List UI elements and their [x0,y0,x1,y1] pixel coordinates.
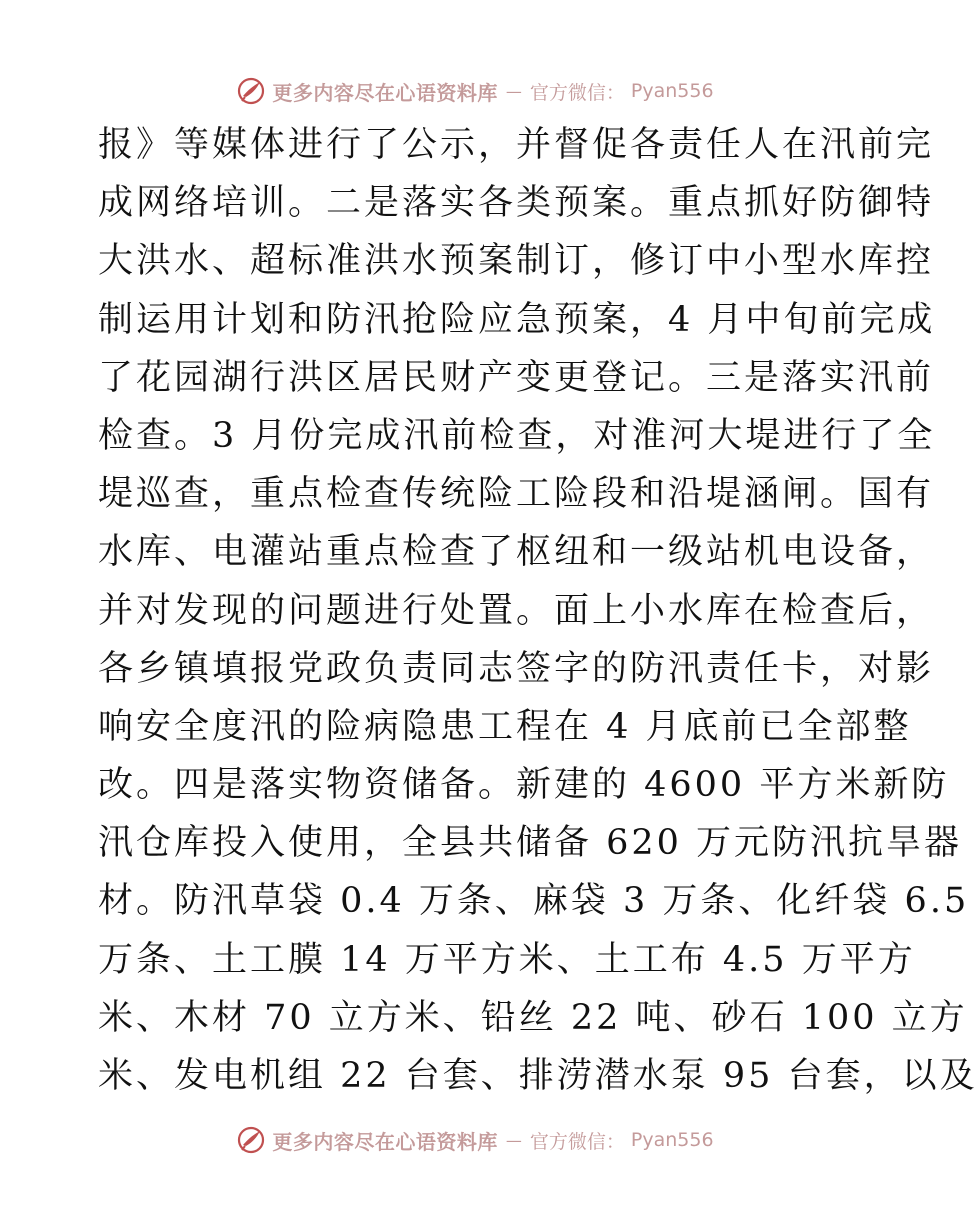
body-line-9: 并对发现的问题进行处置。面上小水库在检查后， [98,590,935,631]
body-line-15: 万条、土工膜 14 万平方米、土工布 4.5 万平方 [98,939,916,980]
document-body [98,116,978,1105]
body-line-4: 制运用计划和防汛抢险应急预案，4 月中旬前完成 [98,299,936,340]
body-line-1: 报》等媒体进行了公示，并督促各责任人在汛前完 [98,125,935,165]
header-promo-text: 更多内容尽在心语资料库 [272,80,498,105]
footer-wechat-label: 官方微信： [529,1130,625,1153]
body-line-10: 各乡镇填报党政负责同志签字的防汛责任卡，对影 [98,648,935,689]
body-line-7: 堤巡查，重点检查传统险工险段和沿堤涵闸。国有 [98,474,935,515]
body-line-6: 检查。3 月份完成汛前检查，对淮河大堤进行了全 [98,415,936,456]
header-separator: — [505,81,522,101]
body-line-14: 材。防汛草袋 0.4 万条、麻袋 3 万条、化纤袋 6.5 [98,881,970,922]
footer-wechat-id: Pyan556 [630,1129,714,1151]
body-line-5: 了花园湖行洪区居民财产变更登记。三是落实汛前 [98,357,935,398]
footer-separator: — [505,1130,522,1150]
feather-quill-icon [236,1125,266,1155]
footer-promo-text: 更多内容尽在心语资料库 [272,1129,498,1154]
body-line-11: 响安全度汛的险病隐患工程在 4 月底前已全部整 [98,706,912,747]
feather-quill-icon [236,76,266,106]
body-line-13: 汛仓库投入使用，全县共储备 620 万元防汛抗旱器 [98,823,963,864]
body-line-17: 米、发电机组 22 台套、排涝潜水泵 95 台套，以及 [98,1056,978,1096]
body-line-8: 水库、电灌站重点检查了枢纽和一级站机电设备， [98,532,935,573]
body-line-2: 成网络培训。二是落实各类预案。重点抓好防御特 [98,183,935,224]
body-line-3: 大洪水、超标准洪水预案制订，修订中小型水库控 [98,241,935,282]
header-banner [0,73,950,109]
footer-banner [0,1122,950,1158]
body-line-12: 改。四是落实物资储备。新建的 4600 平方米新防 [98,765,950,806]
header-wechat-id: Pyan556 [630,80,714,102]
header-wechat-label: 官方微信： [529,81,625,104]
body-line-16: 米、木材 70 立方米、铅丝 22 吨、砂石 100 立方 [98,997,968,1038]
